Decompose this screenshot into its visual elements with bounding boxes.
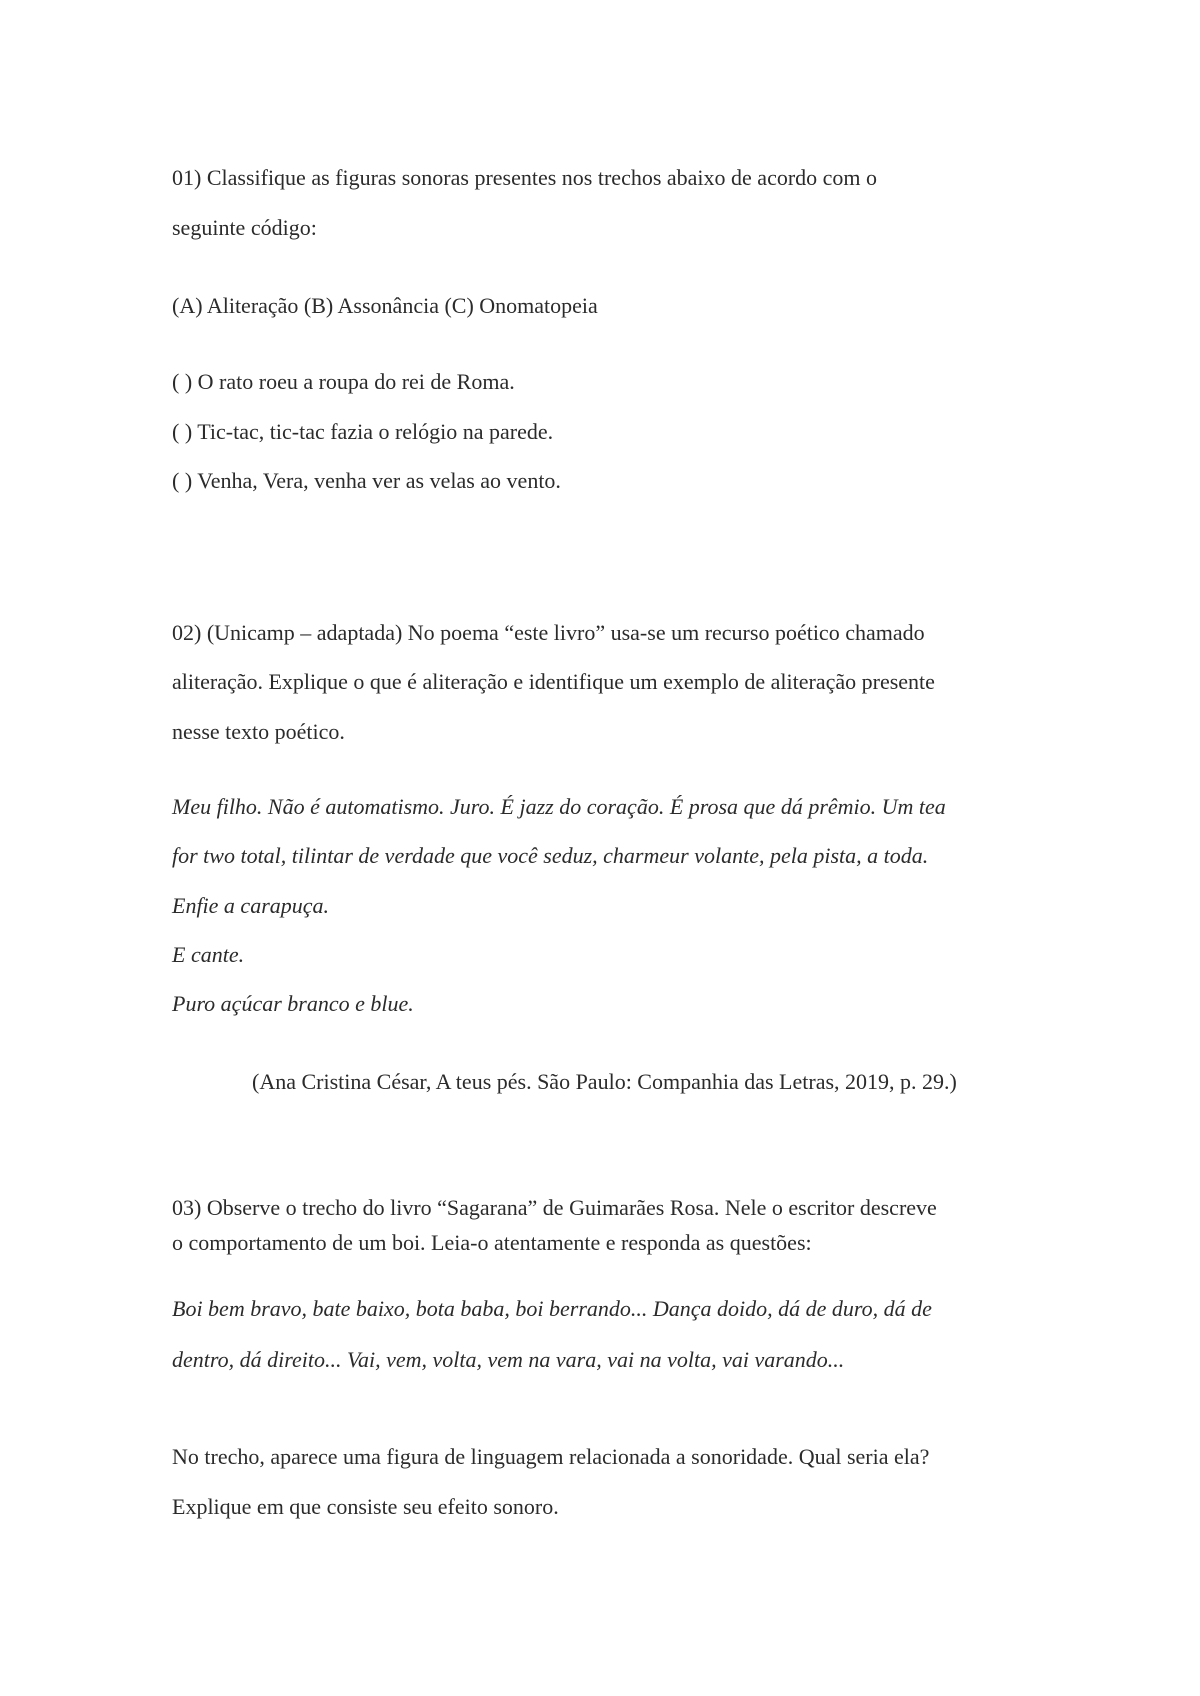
q2-poem-line-3: Enfie a carapuça. [172, 893, 330, 918]
q3-prompt-line-1: 03) Observe o trecho do livro “Sagarana” de Guimarães Rosa. Nele o escritor descreve [172, 1195, 937, 1220]
q2-prompt-line-2: aliteração. Explique o que é aliteração e identifique um exemplo de aliteração presente [172, 669, 935, 694]
q3-prompt-line-2: o comportamento de um boi. Leia-o atentamente e responda as questões: [172, 1230, 812, 1255]
q2-poem-line-5: Puro açúcar branco e blue. [172, 991, 414, 1016]
q1-prompt-line-2: seguinte código: [172, 215, 317, 240]
q3-question-line-1: No trecho, aparece uma figura de linguagem relacionada a sonoridade. Qual seria ela? [172, 1444, 930, 1469]
q1-item-3: ( ) Venha, Vera, venha ver as velas ao vento. [172, 468, 561, 493]
q3-excerpt-line-1: Boi bem bravo, bate baixo, bota baba, boi berrando... Dança doido, dá de duro, dá de [172, 1296, 932, 1321]
q1-item-1: ( ) O rato roeu a roupa do rei de Roma. [172, 369, 515, 394]
q1-item-2: ( ) Tic-tac, tic-tac fazia o relógio na parede. [172, 419, 554, 444]
q2-citation: (Ana Cristina César, A teus pés. São Paulo: Companhia das Letras, 2019, p. 29.) [252, 1069, 957, 1094]
q2-prompt-line-1: 02) (Unicamp – adaptada) No poema “este livro” usa-se um recurso poético chamado [172, 620, 925, 645]
q2-poem-line-2: for two total, tilintar de verdade que você seduz, charmeur volante, pela pista, a toda. [172, 843, 929, 868]
q3-excerpt-line-2: dentro, dá direito... Vai, vem, volta, vem na vara, vai na volta, vai varando... [172, 1347, 845, 1372]
q2-poem-line-4: E cante. [172, 942, 245, 967]
q1-prompt-line-1: 01) Classifique as figuras sonoras presentes nos trechos abaixo de acordo com o [172, 165, 878, 190]
q2-prompt-line-3: nesse texto poético. [172, 719, 345, 744]
q3-question-line-2: Explique em que consiste seu efeito sonoro. [172, 1494, 559, 1519]
q2-poem-line-1: Meu filho. Não é automatismo. Juro. É jazz do coração. É prosa que dá prêmio. Um tea [172, 794, 946, 819]
q1-options: (A) Aliteração (B) Assonância (C) Onomatopeia [172, 293, 598, 318]
